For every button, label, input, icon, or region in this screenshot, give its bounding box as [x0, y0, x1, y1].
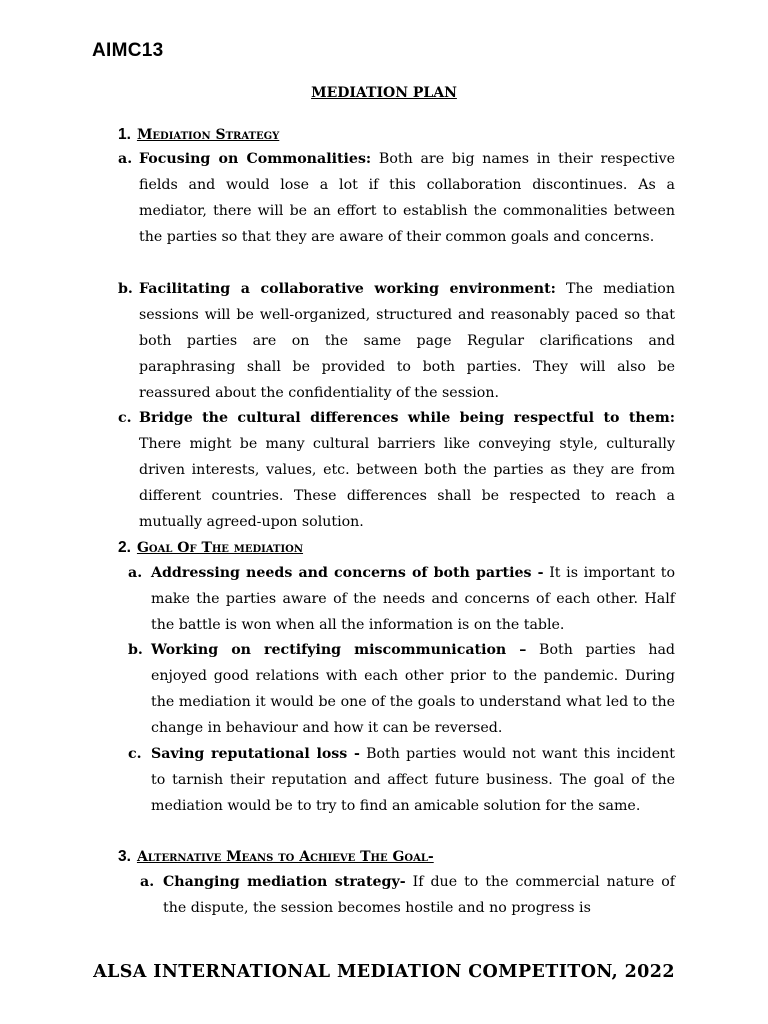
section-2-item-c-text: Both parties would not want this incident to tarnish their reputation and affect future business. The goal of the mediation would be to try to find an amicable solution for the same.: [151, 746, 675, 814]
section-2-item-c: [151, 742, 675, 820]
page-footer: ALSA INTERNATIONAL MEDIATION COMPETITON, 2022: [93, 962, 675, 982]
section-2-item-c-lead: Saving reputational loss -: [151, 746, 360, 762]
section-1-item-b-marker: b.: [118, 281, 133, 297]
page-title: MEDIATION PLAN: [311, 85, 457, 101]
section-2-item-b-marker: b.: [128, 642, 143, 658]
section-3-item-a-text: If due to the commercial nature of the dispute, the session becomes hostile and no progress is: [163, 874, 676, 916]
section-1-item-a-marker: a.: [118, 151, 133, 167]
section-2-heading: [118, 535, 303, 562]
section-1-number: 1.: [118, 126, 131, 143]
section-2-item-a-marker: a.: [128, 565, 143, 581]
section-1-item-b-lead: Facilitating a collaborative working environment:: [139, 281, 556, 297]
section-1-item-b-text: The mediation sessions will be well-organized, structured and reasonably paced so that both parties are on the same page Regular clarifications and paraphrasing shall be provided to both parties. They will also be reassured about the confidentiality of the session.: [139, 281, 675, 401]
section-2-item-b-text: Both parties had enjoyed good relations with each other prior to the pandemic. During the mediation it would be one of the goals to understand what led to the change in behaviour and how it can be reversed.: [151, 642, 675, 736]
section-2-item-c-marker: c.: [128, 746, 142, 762]
section-1-item-c-lead: Bridge the cultural differences while being respectful to them:: [139, 410, 675, 426]
section-2-title: Goal Of The mediation: [136, 540, 304, 556]
section-1-item-b: [139, 277, 675, 407]
section-2-item-a-lead: Addressing needs and concerns of both parties -: [151, 565, 544, 581]
section-3-title: Alternative Means to Achieve The Goal-: [136, 849, 434, 865]
section-2-item-a-text: It is important to make the parties aware of the needs and concerns of each other. Half the battle is won when all the information is on the table.: [151, 565, 675, 633]
section-1-item-a-lead: Focusing on Commonalities:: [139, 151, 372, 167]
section-2-item-b-lead: Working on rectifying miscommunication –: [151, 642, 527, 658]
section-3-item-a-marker: a.: [140, 874, 155, 890]
section-1-item-a: [139, 147, 675, 251]
section-1-item-a-text: Both are big names in their respective fields and would lose a lot if this collaboration discontinues. As a mediator, there will be an effort to establish the commonalities between the parties so that they are aware of their common goals and concerns.: [139, 151, 675, 245]
section-2-item-a: [151, 561, 675, 639]
section-3-heading: [118, 844, 434, 871]
section-1-title: Mediation Strategy: [136, 127, 280, 143]
section-1-item-c-marker: c.: [118, 410, 132, 426]
section-1-item-c-text: There might be many cultural barriers like conveying style, culturally driven interests, values, etc. between both the parties as they are from different countries. These differences shall be respected to reach a mutually agreed-upon solution.: [139, 435, 675, 530]
section-3-item-a-lead: Changing mediation strategy-: [163, 874, 406, 890]
section-3-item-a: [163, 870, 675, 922]
section-1-heading: [118, 122, 279, 149]
section-2-number: 2.: [118, 539, 131, 556]
section-3-number: 3.: [118, 848, 131, 865]
section-1-item-c: [139, 406, 675, 536]
section-2-item-b: [151, 638, 675, 742]
document-id: AIMC13: [92, 40, 164, 61]
